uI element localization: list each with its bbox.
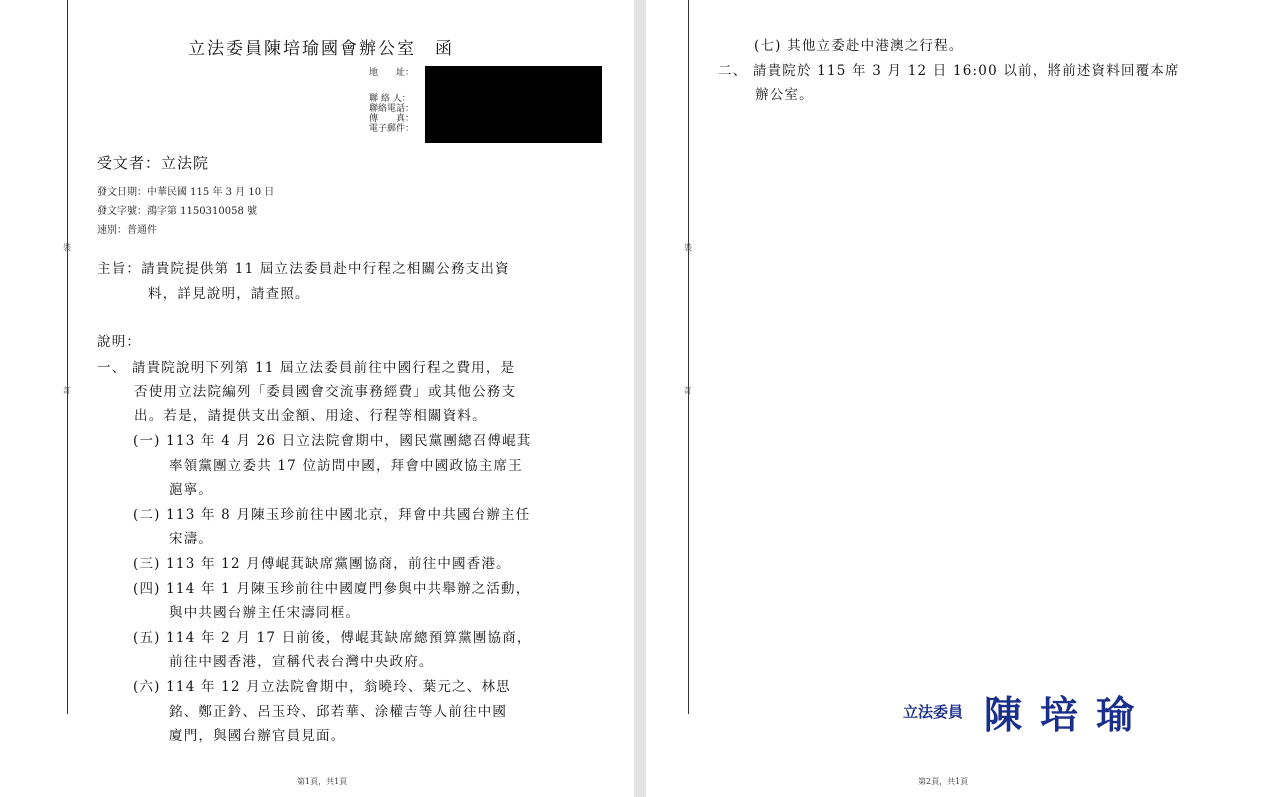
subitem-7-line-1: (七) 其他立委赴中港澳之行程。 bbox=[754, 38, 964, 54]
binding-line bbox=[688, 0, 689, 714]
subitem-6-line-2: 銘、鄭正鈐、呂玉玲、邱若華、涂權吉等人前往中國 bbox=[169, 704, 508, 720]
margin-mark-ding: 訂 bbox=[684, 386, 692, 395]
item-1-line-3: 出。若是，請提供支出金額、用途、行程等相關資料。 bbox=[134, 408, 487, 424]
subitem-6-line-3: 廈門，與國台辦官員見面。 bbox=[169, 728, 346, 744]
subitem-3-line-1: (三) 113 年 12 月傅崐萁缺席黨團協商，前往中國香港。 bbox=[133, 556, 511, 572]
subitem-2-line-1: (二) 113 年 8 月陳玉珍前往中國北京，拜會中共國台辦主任 bbox=[133, 507, 531, 523]
margin-mark-ding: 訂 bbox=[63, 386, 71, 395]
page-footer: 第2頁，共1頁 bbox=[918, 777, 969, 786]
subitem-2-line-2: 宋濤。 bbox=[169, 531, 214, 547]
subitem-1-line-3: 滬寧。 bbox=[169, 482, 214, 498]
signature-title: 立法委員 bbox=[903, 703, 964, 721]
subitem-4-line-2: 與中共國台辦主任宋濤同框。 bbox=[169, 605, 361, 621]
urgency: 速別：普通件 bbox=[97, 225, 157, 236]
subject-line-1: 主旨：請貴院提供第 11 屆立法委員赴中行程之相關公務支出資 bbox=[97, 261, 510, 277]
signature-name: 陳培瑜 bbox=[984, 692, 1153, 737]
subitem-1-line-2: 率領黨團立委共 17 位訪問中國，拜會中國政協主席王 bbox=[169, 458, 523, 474]
issue-date: 發文日期：中華民國 115 年 3 月 10 日 bbox=[97, 187, 275, 198]
document-page-1 bbox=[0, 0, 634, 797]
phone-label: 聯絡電話： bbox=[369, 104, 415, 114]
redacted-contact-info bbox=[425, 66, 602, 143]
item-1-line-1: 一、 請貴院說明下列第 11 屆立法委員前往中國行程之費用，是 bbox=[97, 360, 516, 376]
binding-line bbox=[67, 0, 68, 714]
explanation-heading: 說明： bbox=[97, 334, 142, 350]
page-gutter bbox=[634, 0, 646, 797]
document-page-2 bbox=[646, 0, 1274, 797]
item-2-line-1: 二、 請貴院於 115 年 3 月 12 日 16:00 以前，將前述資料回覆本席 bbox=[718, 63, 1180, 79]
reference-number: 發文字號：鴻字第 1150310058 號 bbox=[97, 206, 257, 217]
page-footer: 第1頁，共1頁 bbox=[297, 777, 348, 786]
subitem-5-line-2: 前往中國香港，宣稱代表台灣中央政府。 bbox=[169, 654, 434, 670]
subitem-6-line-1: (六) 114 年 12 月立法院會期中，翁曉玲、葉元之、林思 bbox=[133, 679, 511, 695]
subject-line-2: 料，詳見說明，請查照。 bbox=[148, 286, 310, 302]
address-label: 地 址： bbox=[369, 68, 415, 78]
document-title: 立法委員陳培瑜國會辦公室 函 bbox=[188, 39, 454, 59]
fax-label: 傳 真： bbox=[369, 114, 415, 124]
subitem-5-line-1: (五) 114 年 2 月 17 日前後，傅崐萁缺席總預算黨團協商， bbox=[133, 630, 532, 646]
margin-mark-zhuang: 裝 bbox=[684, 243, 692, 252]
contact-person-label: 聯 絡 人： bbox=[369, 94, 411, 104]
email-label: 電子郵件： bbox=[369, 124, 415, 134]
subitem-4-line-1: (四) 114 年 1 月陳玉珍前往中國廈門參與中共舉辦之活動， bbox=[133, 581, 531, 597]
item-1-line-2: 否使用立法院編列「委員國會交流事務經費」或其他公務支 bbox=[134, 384, 517, 400]
subitem-1-line-1: (一) 113 年 4 月 26 日立法院會期中，國民黨團總召傅崐萁 bbox=[133, 433, 532, 449]
margin-mark-zhuang: 裝 bbox=[63, 243, 71, 252]
recipient: 受文者：立法院 bbox=[97, 154, 210, 172]
item-2-line-2: 辦公室。 bbox=[755, 87, 814, 103]
